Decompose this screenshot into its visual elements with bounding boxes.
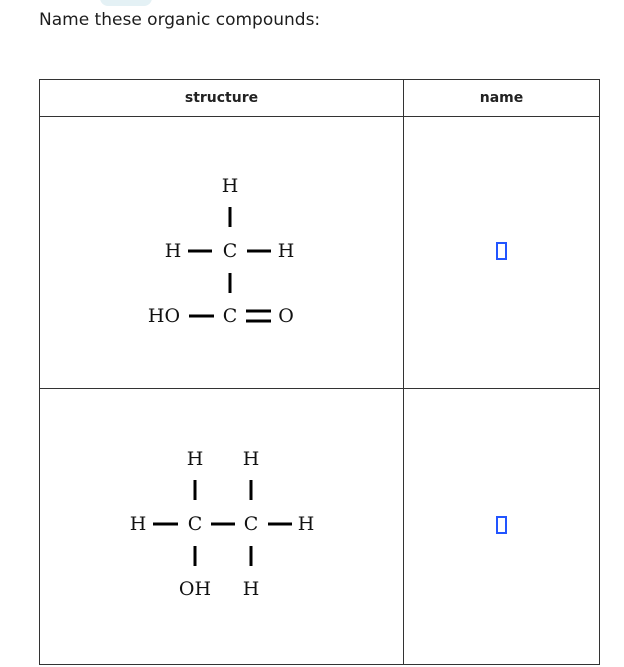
atom-h-right: H [297, 513, 315, 535]
name-cell-2 [404, 389, 600, 665]
atom-h-left: H [164, 240, 182, 262]
atom-h-top-1: H [186, 448, 204, 470]
atom-h-right: H [277, 240, 295, 262]
structure-cell-2 [40, 389, 404, 665]
top-tab[interactable] [100, 0, 152, 6]
atom-h-top-2: H [242, 448, 260, 470]
question-prompt: Name these organic compounds: [39, 10, 321, 30]
atom-c-1: C [187, 513, 203, 535]
table-row [40, 389, 600, 665]
atom-h-bottom: H [242, 578, 260, 600]
atom-c-1: C [222, 240, 238, 262]
answer-input-2[interactable] [496, 516, 507, 534]
table-row [40, 117, 600, 389]
name-column-header: name [404, 80, 600, 117]
answer-input-1[interactable] [496, 242, 507, 260]
atom-o: O [278, 305, 294, 327]
structure-column-header: structure [40, 80, 404, 117]
structure-diagram-2 [40, 389, 404, 664]
structure-diagram-1 [40, 117, 404, 388]
atom-c-2: C [243, 513, 259, 535]
atom-h-top: H [221, 175, 239, 197]
compound-table [39, 79, 600, 665]
atom-h-left: H [129, 513, 147, 535]
atom-c-2: C [222, 305, 238, 327]
atom-oh: OH [178, 578, 212, 600]
atom-ho: HO [147, 305, 181, 327]
table-header-row [40, 80, 600, 117]
structure-cell-1 [40, 117, 404, 389]
name-cell-1 [404, 117, 600, 389]
